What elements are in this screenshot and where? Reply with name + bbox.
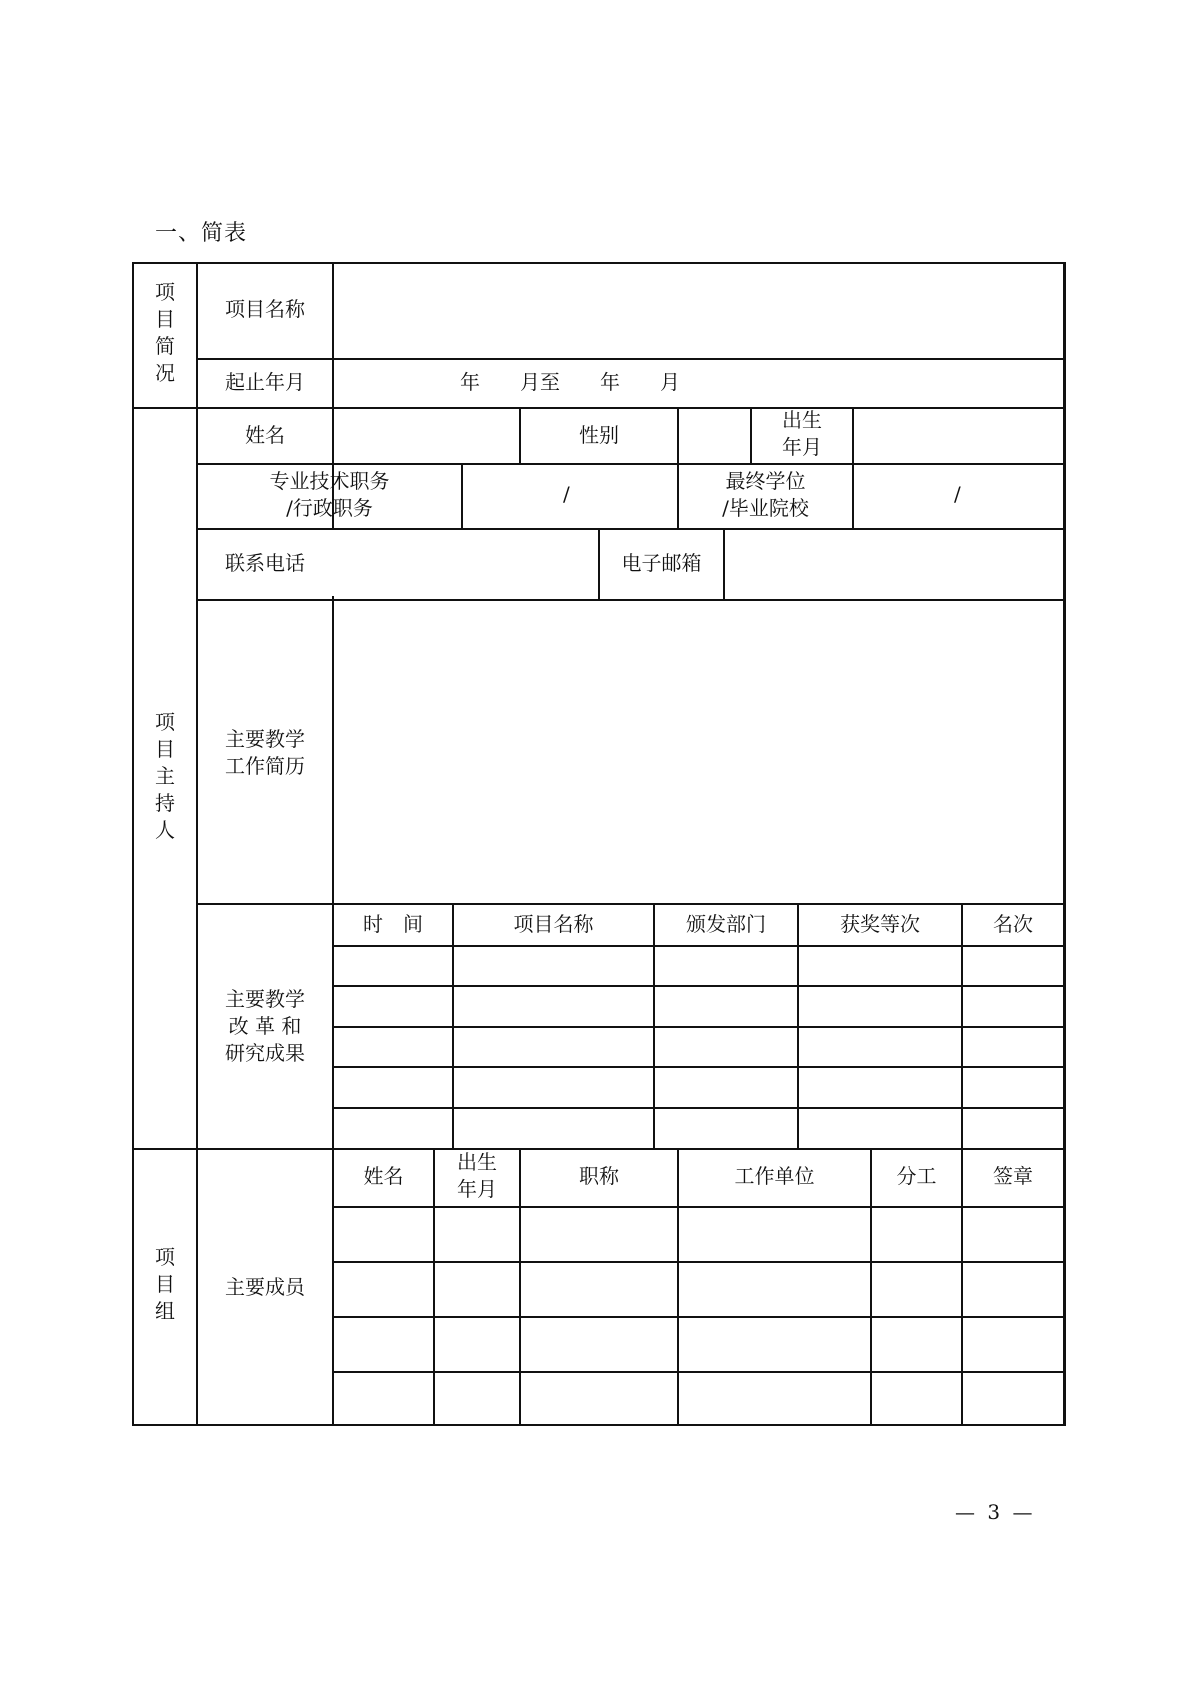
group-label-team: 项目组 bbox=[155, 1245, 175, 1323]
achievements-label: 主要教学 改 革 和 研究成果 bbox=[225, 987, 305, 1065]
host-degree-label: 最终学位 /毕业院校 bbox=[722, 469, 809, 520]
host-phone-label: 联系电话 bbox=[225, 551, 305, 575]
achievements-header-time: 时 间 bbox=[363, 912, 423, 936]
row-divider bbox=[196, 599, 1066, 601]
cell-divider bbox=[852, 407, 854, 465]
row-divider bbox=[196, 463, 1066, 465]
project-name-label: 项目名称 bbox=[225, 297, 305, 321]
host-resume-label: 主要教学 工作简历 bbox=[225, 727, 305, 778]
members-header-role: 分工 bbox=[896, 1164, 937, 1188]
period-value: 年 月至 年 月 bbox=[460, 370, 680, 394]
grid-line bbox=[332, 1316, 1066, 1318]
row-divider bbox=[196, 903, 1066, 905]
label-column-divider-lower bbox=[332, 596, 334, 1426]
table-border-left bbox=[132, 262, 134, 1426]
grid-line bbox=[797, 903, 799, 1148]
host-title-label: 专业技术职务 /行政职务 bbox=[269, 469, 390, 520]
host-birth-label: 出生 年月 bbox=[782, 408, 822, 459]
host-email-label: 电子邮箱 bbox=[621, 551, 702, 575]
group-divider bbox=[132, 407, 1066, 409]
grid-line bbox=[332, 1206, 1066, 1208]
group-label-project-overview: 项目简况 bbox=[155, 280, 175, 385]
achievements-header-project: 项目名称 bbox=[513, 912, 594, 936]
grid-line bbox=[332, 1107, 1066, 1109]
cell-divider bbox=[852, 463, 854, 530]
grid-line bbox=[332, 1026, 1066, 1028]
members-header-name: 姓名 bbox=[363, 1164, 404, 1188]
grid-line bbox=[961, 903, 963, 1148]
achievements-header-award-level: 获奖等次 bbox=[840, 912, 920, 936]
row-divider bbox=[196, 528, 1066, 530]
members-header-signature: 签章 bbox=[993, 1164, 1033, 1188]
table-border-bottom bbox=[132, 1424, 1066, 1426]
period-label: 起止年月 bbox=[225, 370, 305, 394]
table-border-top bbox=[132, 262, 1066, 264]
cell-divider bbox=[677, 407, 679, 465]
group-divider bbox=[132, 1148, 1066, 1150]
cell-divider bbox=[723, 528, 725, 601]
grid-line bbox=[452, 903, 454, 1148]
row-divider bbox=[196, 358, 1066, 360]
grid-line bbox=[332, 1261, 1066, 1263]
host-title-value: / bbox=[563, 482, 570, 506]
grid-line bbox=[332, 1371, 1066, 1373]
cell-divider bbox=[461, 463, 463, 530]
page-number: — 3 — bbox=[955, 1500, 1036, 1524]
grid-line bbox=[332, 945, 1066, 947]
members-header-workplace: 工作单位 bbox=[734, 1164, 815, 1188]
grid-line bbox=[653, 903, 655, 1148]
host-name-label: 姓名 bbox=[245, 423, 285, 447]
members-label: 主要成员 bbox=[225, 1275, 305, 1299]
achievements-header-issuer: 颁发部门 bbox=[686, 912, 766, 936]
group-label-host: 项目主持人 bbox=[155, 710, 175, 842]
summary-table bbox=[132, 262, 1066, 1426]
grid-line bbox=[332, 985, 1066, 987]
achievements-header-rank: 名次 bbox=[993, 912, 1033, 936]
members-header-birth: 出生 年月 bbox=[457, 1150, 497, 1201]
section-title: 一、简表 bbox=[155, 221, 248, 246]
members-header-title: 职称 bbox=[579, 1164, 619, 1188]
table-border-right bbox=[1063, 262, 1066, 1426]
host-degree-value: / bbox=[954, 482, 961, 506]
grid-line bbox=[332, 1066, 1066, 1068]
host-gender-label: 性别 bbox=[579, 423, 619, 447]
